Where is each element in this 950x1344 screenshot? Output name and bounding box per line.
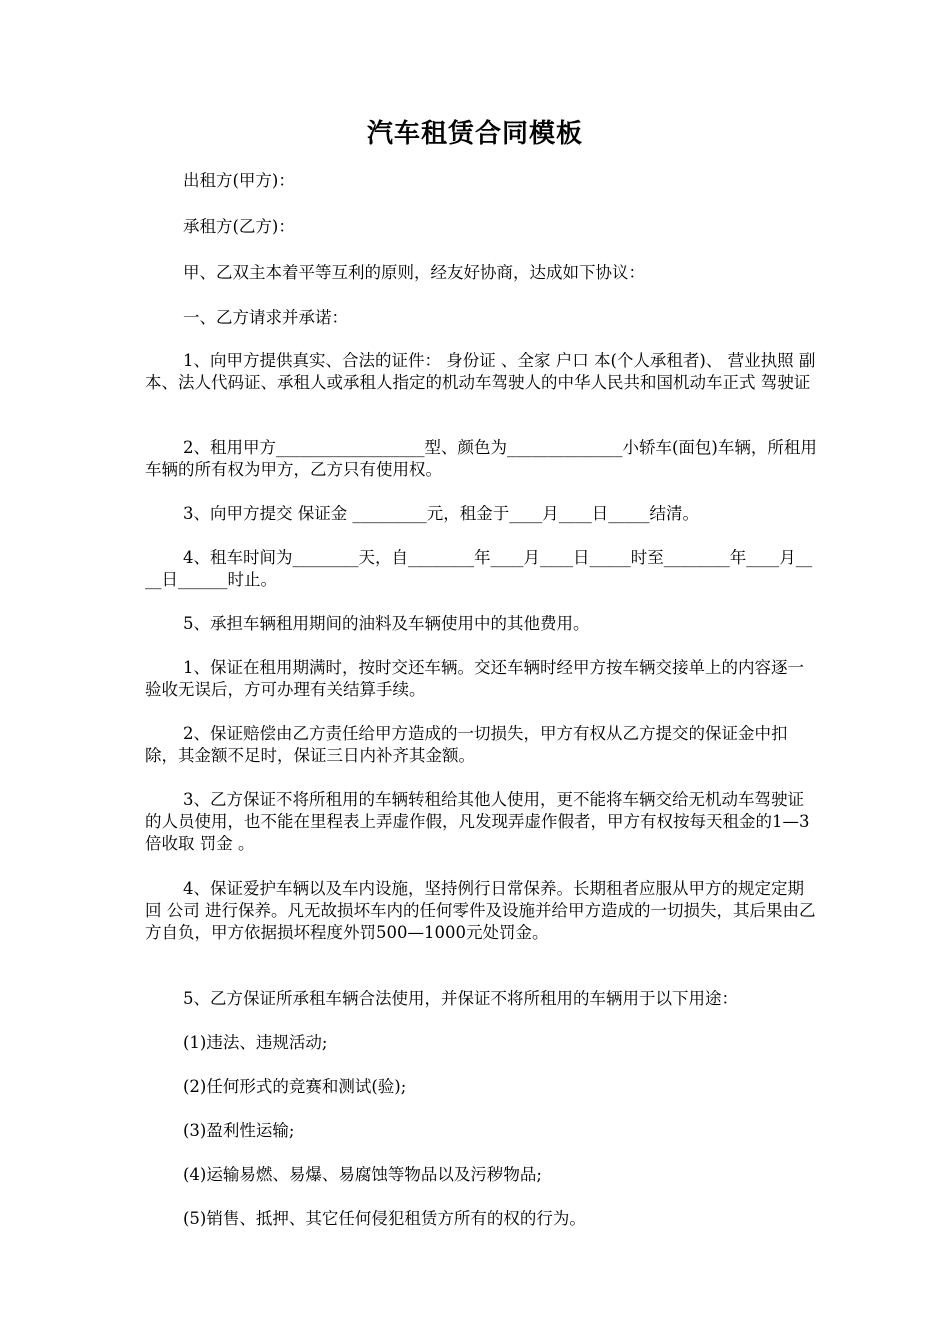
prohibited-use-3: (3)盈利性运输;	[183, 1121, 295, 1140]
prohibited-use-2: (2)任何形式的竞赛和测试(验);	[183, 1077, 407, 1096]
lessor-line: 出租方(甲方)：	[183, 171, 295, 190]
document-title: 汽车租赁合同模板	[366, 119, 583, 149]
clause-2-2: 2、保证赔偿由乙方责任给甲方造成的一切损失，甲方有权从乙方提交的保证金中扣除，其金额不足时，保证三日内补齐其金额。	[145, 724, 788, 765]
prohibited-use-4: (4)运输易燃、易爆、易腐蚀等物品以及污秽物品;	[183, 1165, 542, 1184]
clause-1-2: 2、租用甲方__________________型、颜色为______________小轿车(面包)车辆，所租用车辆的所有权为甲方，乙方只有使用权。	[145, 438, 817, 479]
clause-1-3: 3、向甲方提交 保证金 _________元，租金于____月____日_____结清。	[183, 504, 699, 523]
clause-2-3: 3、乙方保证不将所租用的车辆转租给其他人使用，更不能将车辆交给无机动车驾驶证的人员使用，也不能在里程表上弄虚作假，凡发现弄虚作假者，甲方有权按每天租金的1—3倍收取 罚金 。	[145, 790, 810, 853]
prohibited-use-5: (5)销售、抵押、其它任何侵犯租赁方所有的权的行为。	[183, 1209, 586, 1228]
agreement-intro: 甲、乙双主本着平等互利的原则，经友好协商，达成如下协议：	[183, 263, 645, 282]
clause-2-1: 1、保证在租用期满时，按时交还车辆。交还车辆时经甲方按车辆交接单上的内容逐一验收无误后，方可办理有关结算手续。	[145, 658, 804, 699]
prohibited-use-1: (1)违法、违规活动;	[183, 1033, 328, 1052]
clause-1-4: 4、租车时间为________天，自________年____月____日_____时至________年____月____日______时止。	[145, 548, 813, 589]
section-heading-1: 一、乙方请求并承诺：	[183, 308, 348, 327]
clause-1-5: 5、承担车辆租用期间的油料及车辆使用中的其他费用。	[183, 614, 590, 633]
clause-2-4: 4、保证爱护车辆以及车内设施，坚持例行日常保养。长期租者应服从甲方的规定定期回 公司 进行保养。凡无故损坏车内的任何零件及设施并给甲方造成的一切损失，其后果由乙方自负，甲方依据损坏程度外罚500—1000元处罚金。	[145, 879, 816, 942]
clause-1-1: 1、向甲方提供真实、合法的证件： 身份证 、全家 户口 本(个人承租者)、 营业执照 副本、法人代码证、承租人或承租人指定的机动车驾驶人的中华人民共和国机动车正式 驾驶证	[145, 351, 816, 392]
lessee-line: 承租方(乙方)：	[183, 217, 295, 236]
clause-2-5: 5、乙方保证所承租车辆合法使用，并保证不将所租用的车辆用于以下用途：	[183, 989, 738, 1008]
